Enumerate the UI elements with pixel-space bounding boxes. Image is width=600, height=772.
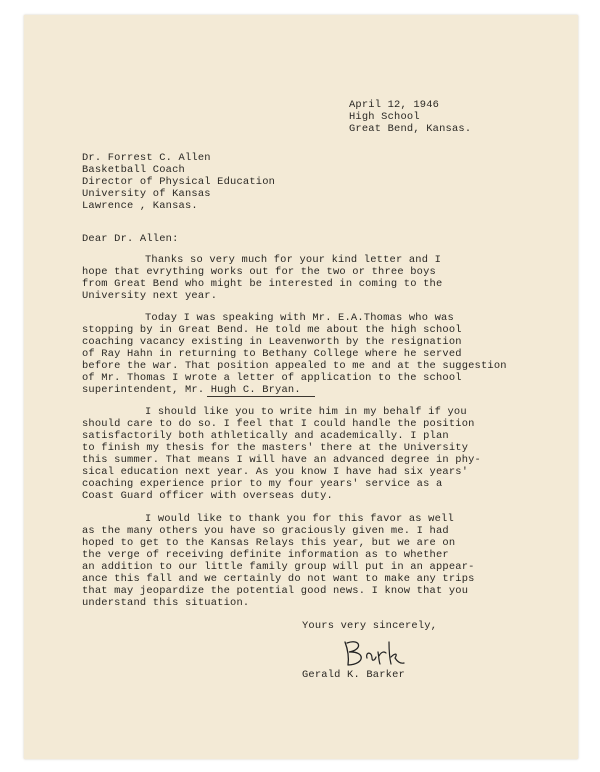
paragraph-line: from Great Bend who might be interested in coming to the xyxy=(82,278,443,290)
paragraph-line: Coast Guard officer with overseas duty. xyxy=(82,490,333,502)
paragraph-line: stopping by in Great Bend. He told me about the high school xyxy=(82,324,462,336)
recipient-org: University of Kansas xyxy=(82,188,211,200)
paragraph-line: should care to do so. I feel that I could handle the position xyxy=(82,418,475,430)
paragraph-line: of Ray Hahn in returning to Bethany College where he served xyxy=(82,348,462,360)
recipient-city: Lawrence , Kansas. xyxy=(82,200,198,212)
paragraph-line: understand this situation. xyxy=(82,597,250,609)
recipient-title-1: Basketball Coach xyxy=(82,164,185,176)
paragraph-line: hope that evrything works out for the two or three boys xyxy=(82,266,436,278)
paragraph-line: University next year. xyxy=(82,290,218,302)
paragraph-line: Today I was speaking with Mr. E.A.Thomas who was xyxy=(145,312,454,324)
paragraph-line: I should like you to write him in my behalf if you xyxy=(145,406,467,418)
paragraph-line: coaching vacancy existing in Leavenworth by the resignation xyxy=(82,336,462,348)
paragraph-line: ance this fall and we certainly do not want to make any trips xyxy=(82,573,475,585)
paragraph-line: superintendent, Mr. Hugh C. Bryan. xyxy=(82,384,301,396)
salutation: Dear Dr. Allen: xyxy=(82,233,179,245)
complimentary-close: Yours very sincerely, xyxy=(302,620,438,632)
paragraph-line: as the many others you have so graciously given me. I had xyxy=(82,525,449,537)
recipient-title-2: Director of Physical Education xyxy=(82,176,276,188)
sender-city: Great Bend, Kansas. xyxy=(349,123,472,135)
typed-signature-name: Gerald K. Barker xyxy=(302,669,405,681)
paragraph-line: hoped to get to the Kansas Relays this year, but we are on xyxy=(82,537,456,549)
paragraph-line: coaching experience prior to my four years' service as a xyxy=(82,478,443,490)
paragraph-line: before the war. That position appealed to me and at the suggestion xyxy=(82,360,507,372)
handwritten-signature xyxy=(339,638,409,668)
recipient-name: Dr. Forrest C. Allen xyxy=(82,152,211,164)
paragraph-line: that may jeopardize the potential good news. I know that you xyxy=(82,585,469,597)
paragraph-line: an addition to our little family group will put in an appear- xyxy=(82,561,475,573)
paragraph-line: the verge of receiving definite information as to whether xyxy=(82,549,449,561)
paragraph-line: to finish my thesis for the masters' there at the University xyxy=(82,442,469,454)
paragraph-line: Thanks so very much for your kind letter and I xyxy=(145,254,442,266)
paragraph-line: sical education next year. As you know I have had six years' xyxy=(82,466,469,478)
letter-date: April 12, 1946 xyxy=(349,99,440,111)
paragraph-line: satisfactorily both athletically and academically. I plan xyxy=(82,430,449,442)
name-underline xyxy=(207,396,315,397)
paragraph-line: I would like to thank you for this favor as well xyxy=(145,513,454,525)
paragraph-line: of Mr. Thomas I wrote a letter of application to the school xyxy=(82,372,462,384)
sender-place: High School xyxy=(349,111,420,123)
paragraph-line: this summer. That means I will have an advanced degree in phy- xyxy=(82,454,481,466)
